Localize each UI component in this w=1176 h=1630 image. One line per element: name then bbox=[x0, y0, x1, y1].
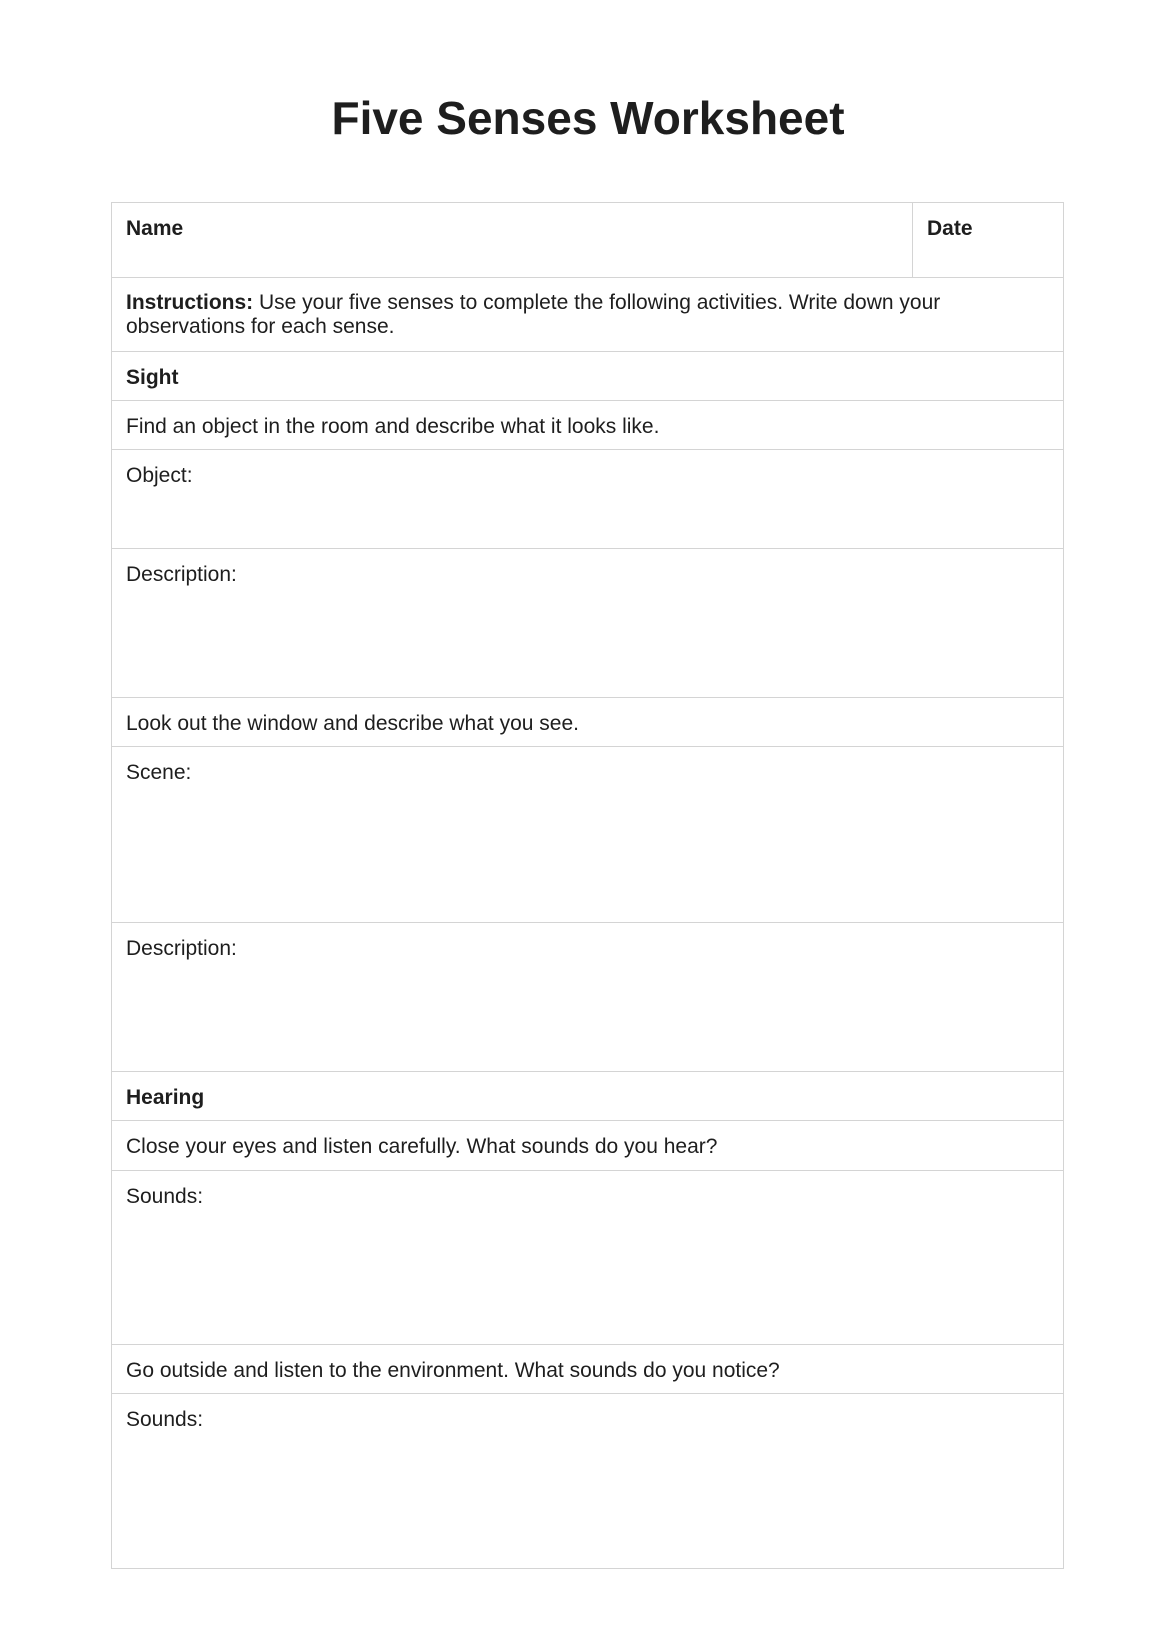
object-label: Object: bbox=[126, 464, 193, 487]
instructions-text: Use your five senses to complete the following activities. Write down your observations for each sense. bbox=[126, 291, 941, 338]
date-field[interactable] bbox=[913, 203, 1063, 277]
sounds-answer-box-1[interactable] bbox=[112, 1170, 1063, 1344]
instructions-label: Instructions: bbox=[126, 291, 254, 314]
object-answer-box[interactable] bbox=[112, 449, 1063, 548]
sight-prompt-object: Find an object in the room and describe what it looks like. bbox=[112, 400, 1063, 449]
object-description-label: Description: bbox=[126, 563, 237, 586]
scene-label: Scene: bbox=[126, 761, 192, 784]
sounds-label-1: Sounds: bbox=[126, 1185, 204, 1208]
sounds-label-2: Sounds: bbox=[126, 1408, 204, 1431]
hearing-prompt-outside: Go outside and listen to the environment. What sounds do you notice? bbox=[112, 1344, 1063, 1393]
sounds-answer-box-2[interactable] bbox=[112, 1393, 1063, 1568]
sight-heading: Sight bbox=[112, 351, 1063, 400]
name-label: Name bbox=[126, 217, 184, 240]
page-title: Five Senses Worksheet bbox=[331, 92, 845, 144]
scene-description-label: Description: bbox=[126, 937, 237, 960]
hearing-prompt-eyes: Close your eyes and listen carefully. What sounds do you hear? bbox=[112, 1120, 1063, 1170]
name-field[interactable] bbox=[112, 203, 913, 277]
object-description-box[interactable] bbox=[112, 548, 1063, 697]
scene-answer-box[interactable] bbox=[112, 746, 1063, 922]
name-date-row bbox=[112, 203, 1063, 277]
date-label: Date bbox=[927, 217, 973, 240]
instructions-row bbox=[112, 277, 1063, 351]
worksheet-table bbox=[111, 202, 1064, 1569]
hearing-heading: Hearing bbox=[112, 1071, 1063, 1120]
sight-prompt-window: Look out the window and describe what you see. bbox=[112, 697, 1063, 746]
scene-description-box[interactable] bbox=[112, 922, 1063, 1071]
